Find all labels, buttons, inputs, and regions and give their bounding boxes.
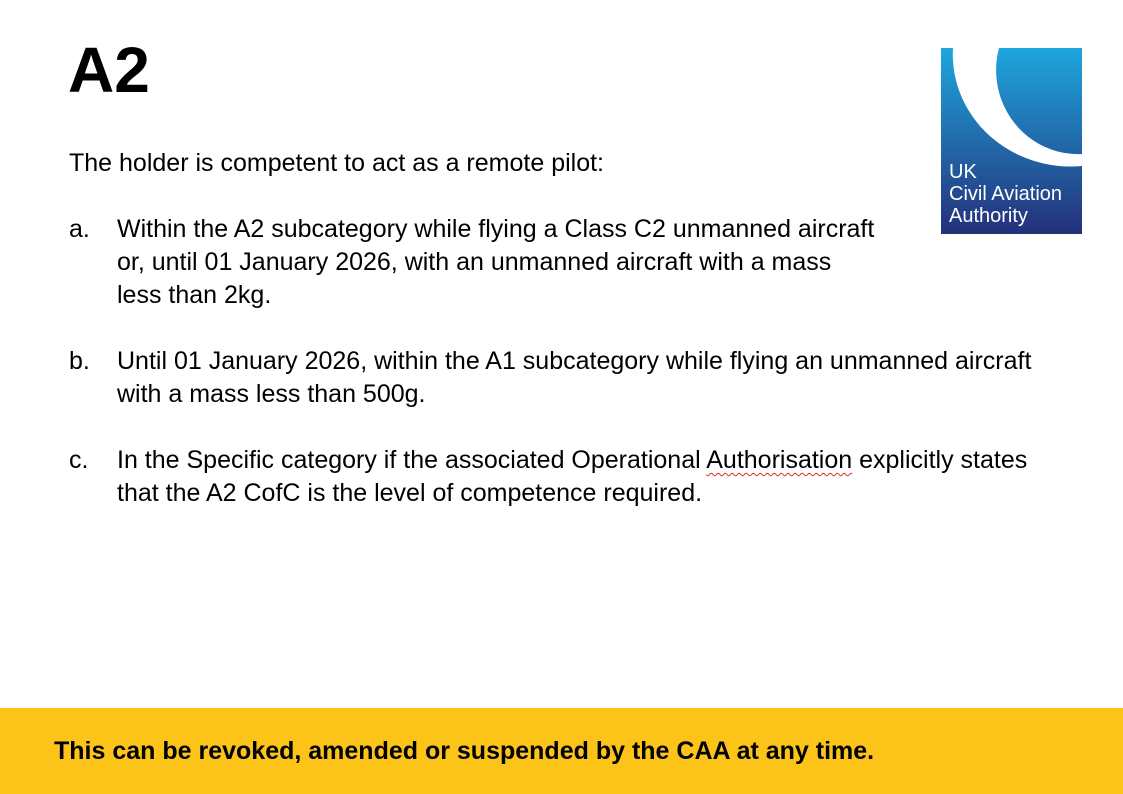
list-item-text: Within the A2 subcategory while flying a Class C2 unmanned aircraft or, until 01 January 2026, with an unmanned aircraft with a mass less than 2kg. <box>117 215 875 309</box>
intro-text: The holder is competent to act as a remote pilot: <box>69 149 604 177</box>
logo-line-uk: UK <box>949 161 977 183</box>
text-segment: In the Specific category if the associated Operational <box>117 446 707 474</box>
logo-line-authority: Authority <box>949 205 1028 227</box>
banner-text: This can be revoked, amended or suspended by the CAA at any time. <box>54 737 875 765</box>
spellcheck-flagged-word[interactable]: Authorisation <box>706 446 853 474</box>
competence-list <box>69 213 1069 543</box>
list-item <box>69 213 1069 312</box>
list-marker: b. <box>69 347 90 375</box>
list-item-text <box>117 444 1069 510</box>
slide-title: A2 <box>68 34 150 106</box>
list-marker: c. <box>69 446 89 474</box>
list-item <box>69 345 1069 411</box>
list-marker: a. <box>69 215 90 243</box>
list-item-text: Until 01 January 2026, within the A1 subcategory while flying an unmanned aircraft with a mass less than 500g. <box>117 347 1032 408</box>
caa-logo-text <box>949 161 1062 227</box>
warning-banner <box>0 708 1123 794</box>
logo-line-civil-aviation: Civil Aviation <box>949 183 1063 205</box>
text-segment: explicitly states that the A2 CofC is the level of competence required. <box>117 446 1028 507</box>
list-item <box>69 444 1069 510</box>
